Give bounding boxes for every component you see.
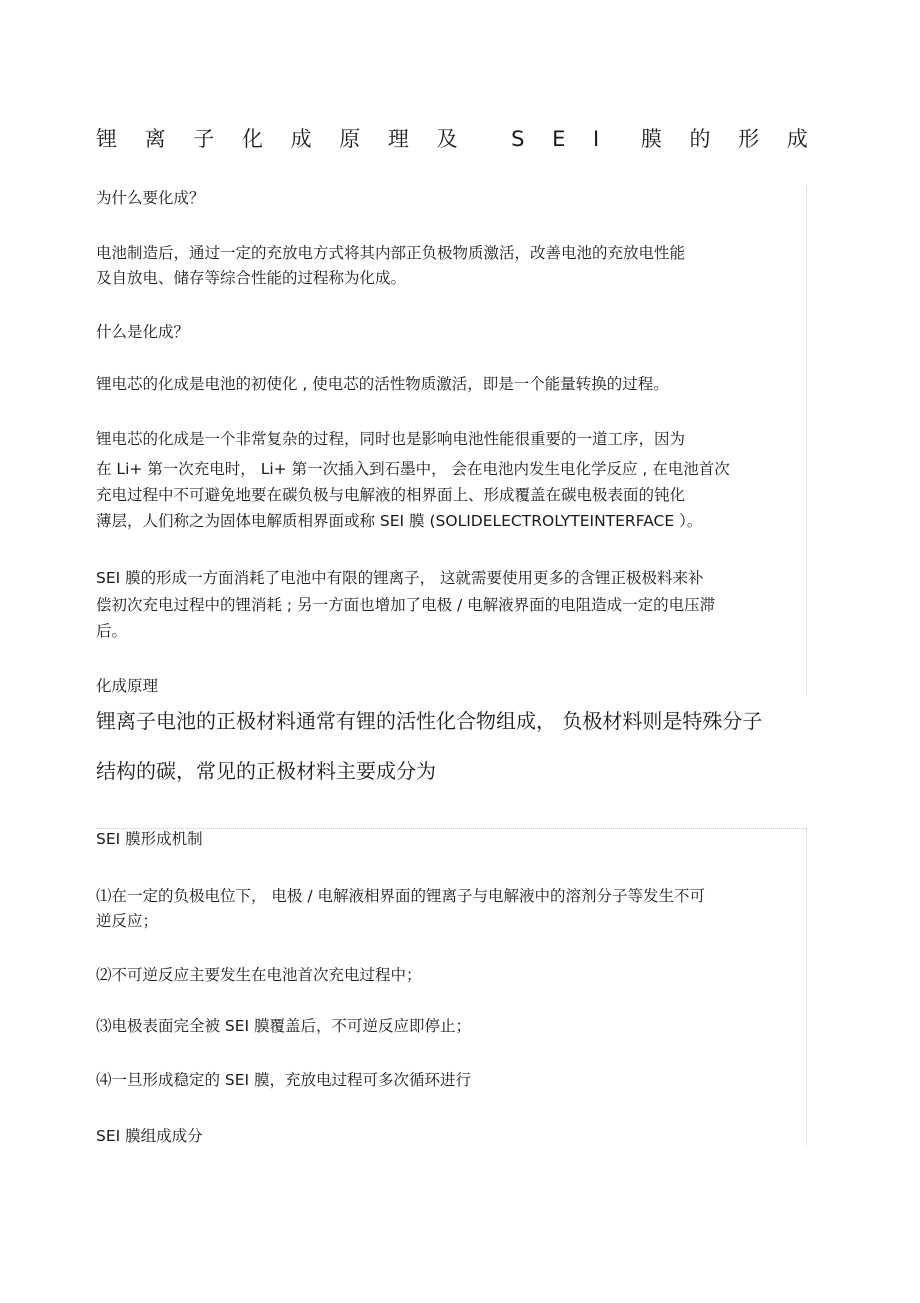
title-char: 成 — [290, 127, 312, 151]
section-heading: SEI 膜形成机制 — [96, 830, 203, 848]
paragraph-line: 及自放电、储存等综合性能的过程称为化成。 — [96, 269, 407, 287]
paragraph-line: 电池制造后，通过一定的充放电方式将其内部正负极物质激活，改善电池的充放电性能 — [96, 244, 686, 262]
paragraph-line: 充电过程中不可避免地要在碳负极与电解液的相界面上、形成覆盖在碳电极表面的钝化 — [96, 486, 686, 504]
paragraph-line: 在 Li+ 第一次充电时， Li+ 第一次插入到石墨中， 会在电池内发生电化学反应 , 在电池首次 — [96, 460, 730, 478]
title-char: 及 — [436, 127, 458, 151]
title-char: 的 — [689, 127, 711, 151]
paragraph-line: 锂电芯的化成是电池的初使化 , 使电芯的活性物质激活，即是一个能量转换的过程。 — [96, 375, 669, 393]
section-heading: 为什么要化成？ — [96, 189, 205, 207]
list-item-continuation: 逆反应； — [96, 912, 159, 930]
title-char: 锂 — [96, 127, 117, 151]
frame-divider — [806, 828, 807, 1146]
section-heading: 什么是化成？ — [96, 323, 190, 341]
title-char: 离 — [144, 127, 166, 151]
title-char: 膜 — [640, 127, 662, 151]
paragraph-line: 薄层，人们称之为固体电解质相界面或称 SEI 膜 (SOLIDELECTROLYTEINTERFACE ）。 — [96, 512, 703, 530]
list-item: ⑷一旦形成稳定的 SEI 膜，充放电过程可多次循环进行 — [96, 1071, 472, 1089]
title-char: E — [552, 127, 566, 151]
title-char: 成 — [786, 127, 808, 151]
title-char: 理 — [387, 127, 409, 151]
title-char: 化 — [241, 127, 263, 151]
frame-divider — [806, 186, 807, 694]
paragraph-line: 偿初次充电过程中的锂消耗 ; 另一方面也增加了电极 / 电解液界面的电阻造成一定的电压滞 — [96, 596, 716, 614]
large-paragraph-line: 锂离子电池的正极材料通常有锂的活性化合物组成， 负极材料则是特殊分子 — [96, 709, 763, 733]
list-item: ⑴在一定的负极电位下， 电极 / 电解液相界面的锂离子与电解液中的溶剂分子等发生不可 — [96, 887, 706, 905]
section-heading: SEI 膜组成成分 — [96, 1127, 203, 1145]
section-heading: 化成原理 — [96, 677, 159, 695]
title-char: S — [511, 127, 525, 151]
paragraph-line: 后。 — [96, 622, 128, 640]
list-item: ⑵不可逆反应主要发生在电池首次充电过程中； — [96, 966, 422, 984]
paragraph-line: SEI 膜的形成一方面消耗了电池中有限的锂离子， 这就需要使用更多的含锂正极极料来补 — [96, 569, 704, 587]
title-char: I — [593, 127, 600, 151]
paragraph-line: 锂电芯的化成是一个非常复杂的过程，同时也是影响电池性能很重要的一道工序，因为 — [96, 430, 686, 448]
title-char: 子 — [193, 127, 215, 151]
large-paragraph-line: 结构的碳，常见的正极材料主要成分为 — [96, 759, 436, 783]
title-char: 原 — [339, 127, 361, 151]
list-item: ⑶电极表面完全被 SEI 膜覆盖后，不可逆反应即停止； — [96, 1017, 472, 1035]
title-char: 形 — [738, 127, 760, 151]
document-title — [96, 124, 808, 154]
